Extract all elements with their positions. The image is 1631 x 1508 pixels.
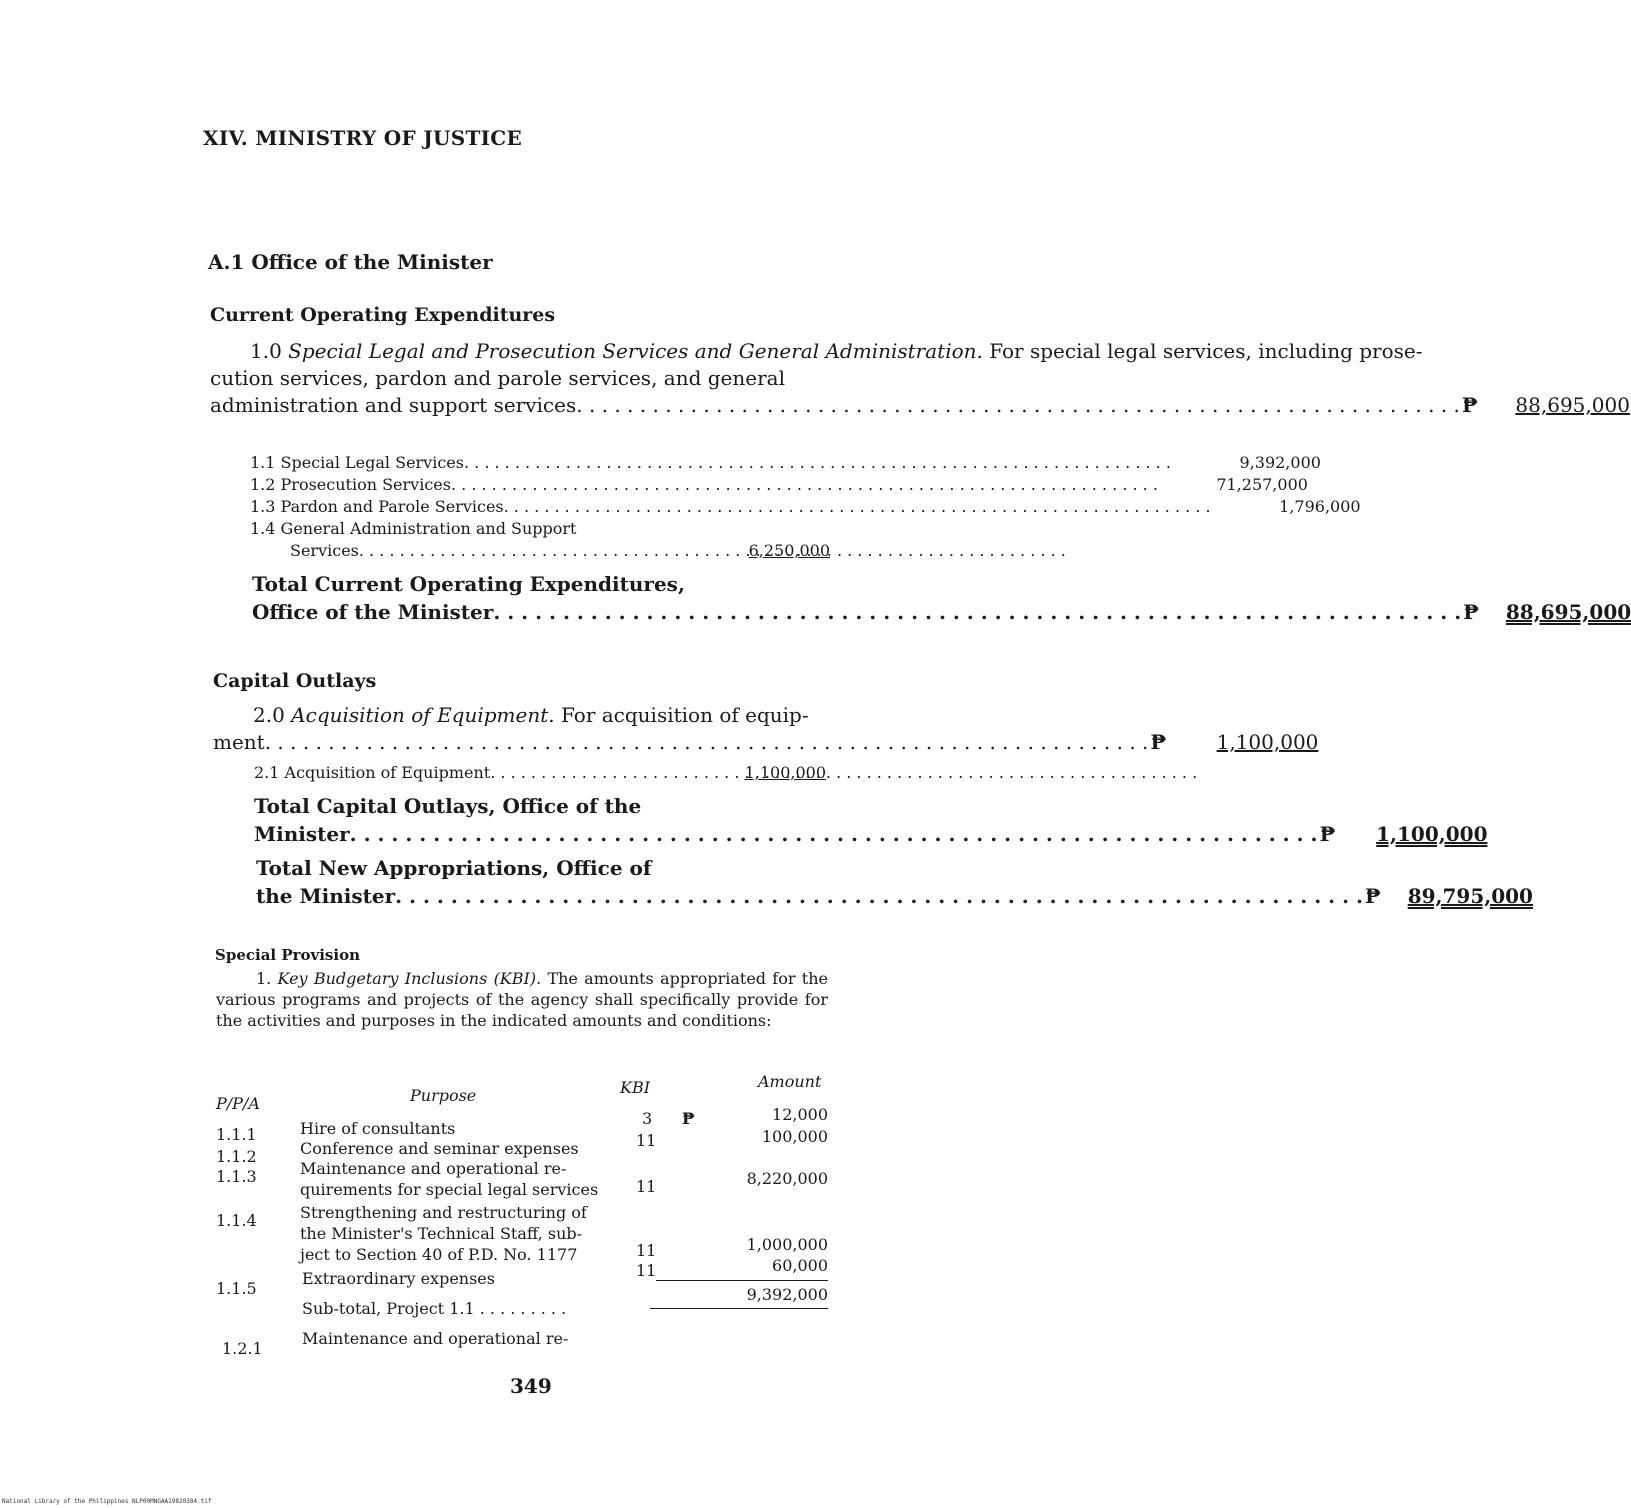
row-amount: 12,000 bbox=[772, 1105, 828, 1124]
row-ppa: 1.1.1 bbox=[216, 1125, 257, 1144]
col-header-amount: Amount bbox=[758, 1072, 822, 1091]
row-kbi: 11 bbox=[636, 1131, 657, 1150]
scan-footer: National Library of the Philippines NLP00MNGAA19820384.tif bbox=[2, 1498, 212, 1505]
capital-total-line1: Total Capital Outlays, Office of the bbox=[254, 794, 642, 818]
row-purpose: Hire of consultants bbox=[300, 1119, 456, 1138]
capital-item-amount: 1,100,000 bbox=[1216, 730, 1319, 754]
current-item-number: 1.0 bbox=[250, 339, 282, 363]
capital-item-text-2: ment bbox=[213, 730, 265, 754]
row-kbi: 3 bbox=[642, 1109, 653, 1128]
row-purpose: Conference and seminar expenses bbox=[300, 1139, 579, 1158]
row-ppa: 1.1.3 bbox=[216, 1167, 257, 1186]
new-total-amount: 89,795,000 bbox=[1407, 884, 1533, 908]
row-kbi: 11 bbox=[636, 1241, 657, 1260]
row-ppa: 1.1.5 bbox=[216, 1279, 257, 1298]
capital-total-amount: 1,100,000 bbox=[1376, 822, 1488, 846]
new-total-line2: the Minister bbox=[256, 884, 396, 908]
capital-item-text-1: For acquisition of equip- bbox=[554, 703, 809, 727]
row-ppa: 1.1.4 bbox=[216, 1211, 257, 1230]
row-purpose: the Minister's Technical Staff, sub- bbox=[300, 1224, 583, 1243]
office-title: A.1 Office of the Minister bbox=[208, 250, 493, 274]
sub-item-label: 1.2 Prosecution Services bbox=[250, 475, 451, 494]
capital-sub-item bbox=[254, 762, 826, 784]
amount-rule bbox=[656, 1280, 828, 1281]
capital-item-title: Acquisition of Equipment. bbox=[291, 703, 555, 727]
row-amount: 1,000,000 bbox=[746, 1235, 828, 1254]
special-body: The amounts appropriated for the various programs and projects of the agency shall specifically provide for the activities and purposes in the indicated amounts and conditions: bbox=[216, 969, 828, 1030]
new-appropriations-total bbox=[256, 854, 1533, 910]
current-item-amount: 88,695,000 bbox=[1515, 393, 1630, 417]
current-total-line2: Office of the Minister bbox=[252, 600, 494, 624]
peso-sign: ₱ bbox=[1319, 822, 1336, 846]
sub-item-label: 1.3 Pardon and Parole Services bbox=[250, 497, 504, 516]
special-number: 1. bbox=[256, 969, 272, 988]
current-heading: Current Operating Expenditures bbox=[210, 304, 556, 326]
peso-sign: ₱ bbox=[1365, 884, 1381, 908]
row-purpose: Maintenance and operational re- bbox=[300, 1159, 567, 1178]
new-total-line1: Total New Appropriations, Office of bbox=[256, 856, 652, 880]
row-ppa: 1.2.1 bbox=[222, 1339, 263, 1358]
sub-item-label-cont: Services bbox=[290, 541, 359, 560]
row-kbi: 11 bbox=[636, 1177, 657, 1196]
capital-item-number: 2.0 bbox=[253, 703, 285, 727]
special-provision-text bbox=[216, 968, 828, 1031]
current-item-title: Special Legal and Prosecution Services and General Administration. bbox=[288, 339, 983, 363]
current-total-amount: 88,695,000 bbox=[1505, 600, 1631, 624]
capital-item-paragraph bbox=[213, 702, 1319, 756]
row-amount: 100,000 bbox=[761, 1127, 828, 1146]
special-provision-title: Special Provision bbox=[215, 946, 360, 964]
sub-item-amount: 71,257,000 bbox=[1216, 475, 1308, 494]
peso-sign: ₱ bbox=[1462, 393, 1478, 417]
page-number: 349 bbox=[510, 1374, 552, 1398]
current-total-line1: Total Current Operating Expenditures, bbox=[252, 572, 685, 596]
peso-sign: ₱ bbox=[1463, 600, 1480, 624]
sub-item-amount: 6,250,000 bbox=[748, 541, 830, 560]
row-purpose: Maintenance and operational re- bbox=[302, 1329, 569, 1348]
row-purpose: Strengthening and restructuring of bbox=[300, 1203, 587, 1222]
current-item-text-1: For special legal services, including prose- bbox=[982, 339, 1423, 363]
capital-sub-label: 2.1 Acquisition of Equipment bbox=[254, 763, 491, 782]
capital-total bbox=[254, 792, 1488, 848]
row-kbi: 11 bbox=[636, 1261, 657, 1280]
capital-total-line2: Minister bbox=[254, 822, 350, 846]
row-purpose: quirements for special legal services bbox=[300, 1180, 599, 1199]
chapter-title: XIV. MINISTRY OF JUSTICE bbox=[203, 126, 523, 150]
col-header-kbi: KBI bbox=[620, 1078, 651, 1097]
peso-sign: ₱ bbox=[682, 1109, 695, 1128]
sub-item-amount: 9,392,000 bbox=[1239, 453, 1321, 472]
sub-item-label: 1.4 General Administration and Support bbox=[250, 519, 577, 538]
row-purpose: ject to Section 40 of P.D. No. 1177 bbox=[300, 1245, 578, 1264]
peso-sign: ₱ bbox=[1150, 730, 1167, 754]
capital-heading: Capital Outlays bbox=[213, 670, 377, 692]
current-item-text-3: administration and support services bbox=[210, 393, 577, 417]
current-item-text-2: cution services, pardon and parole services, and general bbox=[210, 366, 785, 390]
current-total bbox=[252, 570, 1631, 626]
current-sub-items bbox=[250, 452, 1361, 562]
row-purpose: Extraordinary expenses bbox=[302, 1269, 495, 1288]
row-ppa: 1.1.2 bbox=[216, 1147, 257, 1166]
row-amount: 60,000 bbox=[772, 1256, 828, 1275]
sub-item-amount: 1,796,000 bbox=[1279, 497, 1361, 516]
subtotal-amount: 9,392,000 bbox=[746, 1285, 828, 1304]
row-amount: 8,220,000 bbox=[746, 1169, 828, 1188]
kbi-title: Key Budgetary Inclusions (KBI). bbox=[277, 969, 542, 988]
capital-sub-amount: 1,100,000 bbox=[744, 763, 826, 782]
col-header-ppa: P/P/A bbox=[216, 1094, 260, 1113]
subtotal-rule bbox=[650, 1308, 828, 1309]
current-item-paragraph bbox=[210, 338, 1630, 419]
sub-item-label: 1.1 Special Legal Services bbox=[250, 453, 464, 472]
subtotal-label: Sub-total, Project 1.1 . . . . . . . . . bbox=[302, 1299, 567, 1318]
col-header-purpose: Purpose bbox=[410, 1086, 477, 1105]
